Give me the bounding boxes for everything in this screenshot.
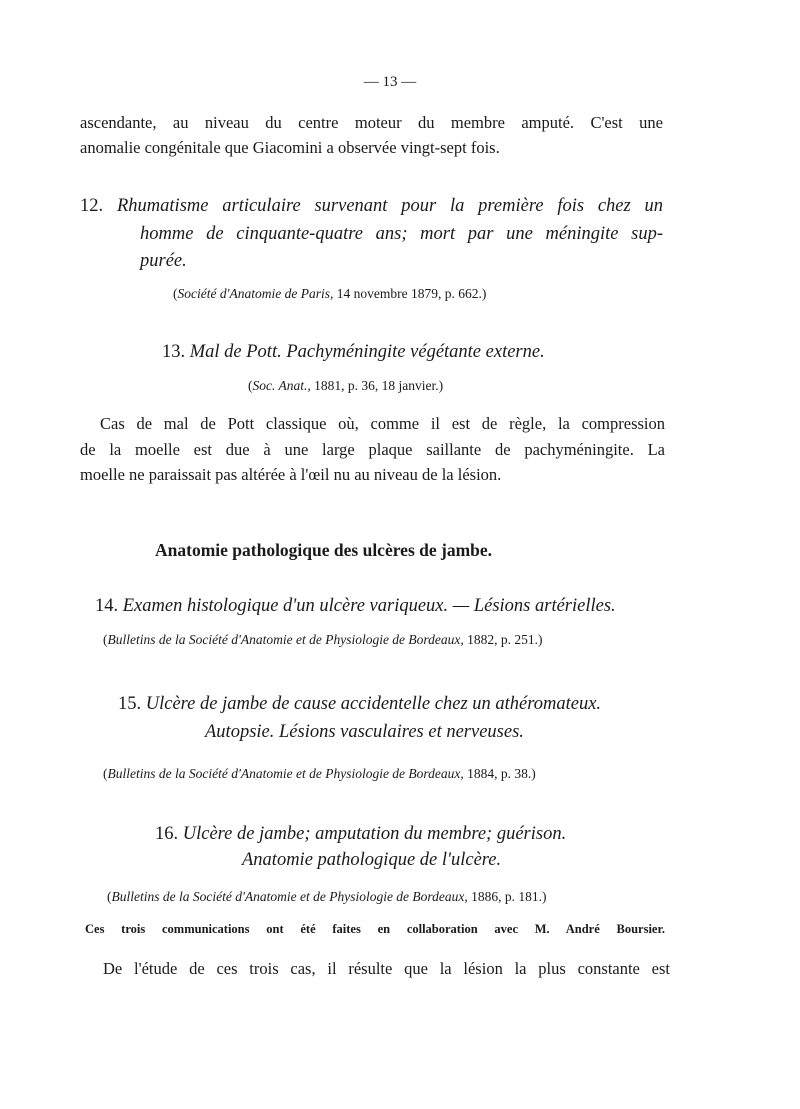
item-14-number: 14.: [95, 596, 119, 616]
item-12-title-line-1: Rhumatisme articulaire survenant pour la première fois chez un: [117, 196, 663, 216]
item-13-body-line-3: moelle ne paraissait pas altérée à l'œil nu au niveau de la lésion.: [80, 465, 502, 484]
item-12-title-line-3: purée.: [140, 251, 187, 271]
section-heading: Anatomie pathologique des ulcères de jambe.: [155, 540, 493, 560]
item-13-body-line-2: de la moelle est due à une large plaque saillante de pachyméningite. La: [80, 440, 665, 459]
intro-line-1: ascendante, au niveau du centre moteur du membre amputé. C'est une: [80, 113, 663, 132]
item-13-reference: (Soc. Anat., 1881, p. 36, 18 janvier.): [248, 378, 444, 393]
closing-line: De l'étude de ces trois cas, il résulte que la lésion la plus constante est: [103, 959, 670, 978]
item-13-body-line-1: Cas de mal de Pott classique où, comme il est de règle, la compression: [100, 414, 665, 433]
item-16-heading-line-1: [155, 824, 566, 845]
item-15-number: 15.: [118, 694, 142, 714]
item-16-reference: (Bulletins de la Société d'Anatomie et de Physiologie de Bordeaux, 1886, p. 181.): [107, 889, 547, 904]
page-number: — 13 —: [363, 74, 417, 90]
item-13-number: 13.: [162, 342, 186, 362]
item-15-title-line-1: Ulcère de jambe de cause accidentelle chez un athéromateux.: [145, 694, 602, 714]
item-16-title-line-1: Ulcère de jambe; amputation du membre; guérison.: [182, 824, 567, 844]
item-12-reference: (Société d'Anatomie de Paris, 14 novembre 1879, p. 662.): [173, 286, 487, 301]
item-13-heading: [162, 342, 545, 363]
item-12-number: 12.: [80, 196, 104, 216]
intro-line-2: anomalie congénitale que Giacomini a observée vingt-sept fois.: [80, 138, 500, 157]
item-13-title: Mal de Pott. Pachyméningite végétante externe.: [189, 342, 545, 362]
item-12-title-line-2: homme de cinquante-quatre ans; mort par une méningite sup-: [140, 224, 663, 244]
collaboration-note: Ces trois communications ont été faites en collaboration avec M. André Boursier.: [85, 922, 665, 936]
item-15-reference: (Bulletins de la Société d'Anatomie et de Physiologie de Bordeaux, 1884, p. 38.): [103, 766, 536, 781]
item-16-title-line-2: Anatomie pathologique de l'ulcère.: [242, 850, 502, 870]
item-16-number: 16.: [155, 824, 179, 844]
item-14-reference: (Bulletins de la Société d'Anatomie et de Physiologie de Bordeaux, 1882, p. 251.): [103, 632, 543, 647]
item-15-title-line-2: Autopsie. Lésions vasculaires et nerveuses.: [205, 722, 524, 742]
item-14-title: Examen histologique d'un ulcère variqueux. — Lésions artérielles.: [122, 596, 616, 616]
item-14-heading: [95, 596, 616, 617]
item-15-heading-line-1: [118, 694, 601, 715]
